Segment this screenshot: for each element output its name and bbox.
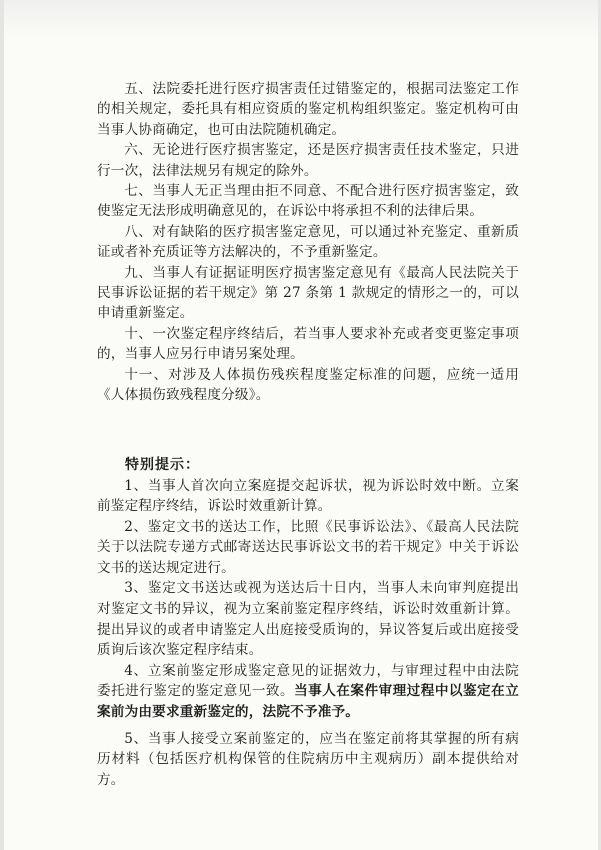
paragraph-9: 九、当事人有证据证明医疗损害鉴定意见有《最高人民法院关于民事诉讼证据的若干规定》第 27 条第 1 款规定的情形之一的，可以申请重新鉴定。 [97, 264, 519, 322]
notice-item-4-text: 4、立案前鉴定形成鉴定意见的证据效力，与审理过程中由法院委托进行鉴定的鉴定意见一致。 [97, 662, 519, 700]
paragraph-7: 七、当事人无正当理由拒不同意、不配合进行医疗损害鉴定，致使鉴定无法形成明确意见的，在诉讼中将承担不利的法律后果。 [97, 183, 519, 220]
paragraph-11: 十一、对涉及人体损伤残疾程度鉴定标准的问题，应统一适用《人体损伤致残程度分级》。 [97, 366, 519, 404]
paragraph-8: 八、对有缺陷的医疗损害鉴定意见，可以通过补充鉴定、重新质证或者补充质证等方法解决的，不予重新鉴定。 [97, 223, 519, 261]
notice-heading: 特别提示： [125, 456, 200, 473]
notice-item-4 [97, 661, 519, 723]
notice-item-5: 5、当事人接受立案前鉴定的，应当在鉴定前将其掌握的所有病历材料（包括医疗机构保管的住院病历中主观病历）副本提供给对方。 [97, 730, 519, 788]
notice-item-2: 2、鉴定文书的送达工作，比照《民事诉讼法》、《最高人民法院关于以法院专递方式邮寄送达民事诉讼文书的若干规定》中关于诉讼文书的送达规定进行。 [97, 518, 519, 576]
notice-item-4-bold-text: 当事人在案件审理过程中以鉴定在立案前为由要求重新鉴定的，法院不予准予。 [97, 683, 519, 721]
notice-item-3: 3、鉴定文书送达或视为送达后十日内，当事人未向审判庭提出对鉴定文书的异议，视为立案前鉴定程序终结，诉讼时效重新计算。提出异议的或者申请鉴定人出庭接受质询的，异议答复后或出庭接受质询后该次鉴定程序结束。 [97, 580, 519, 659]
paragraph-5: 五、法院委托进行医疗损害责任过错鉴定的，根据司法鉴定工作的相关规定，委托具有相应资质的鉴定机构组织鉴定。鉴定机构可由当事人协商确定，也可由法院随机确定。 [97, 81, 519, 138]
scan-edge-shadow [4, 0, 598, 40]
paragraph-10: 十、一次鉴定程序终结后，若当事人要求补充或者变更鉴定事项的，当事人应另行申请另案处理。 [97, 325, 519, 363]
paragraph-6: 六、无论进行医疗损害鉴定，还是医疗损害责任技术鉴定，只进行一次，法律法规另有规定的除外。 [97, 142, 519, 179]
document-body [97, 79, 519, 790]
notice-item-1: 1、当事人首次向立案庭提交起诉状，视为诉讼时效中断。立案前鉴定程序终结，诉讼时效重新计算。 [97, 477, 519, 515]
